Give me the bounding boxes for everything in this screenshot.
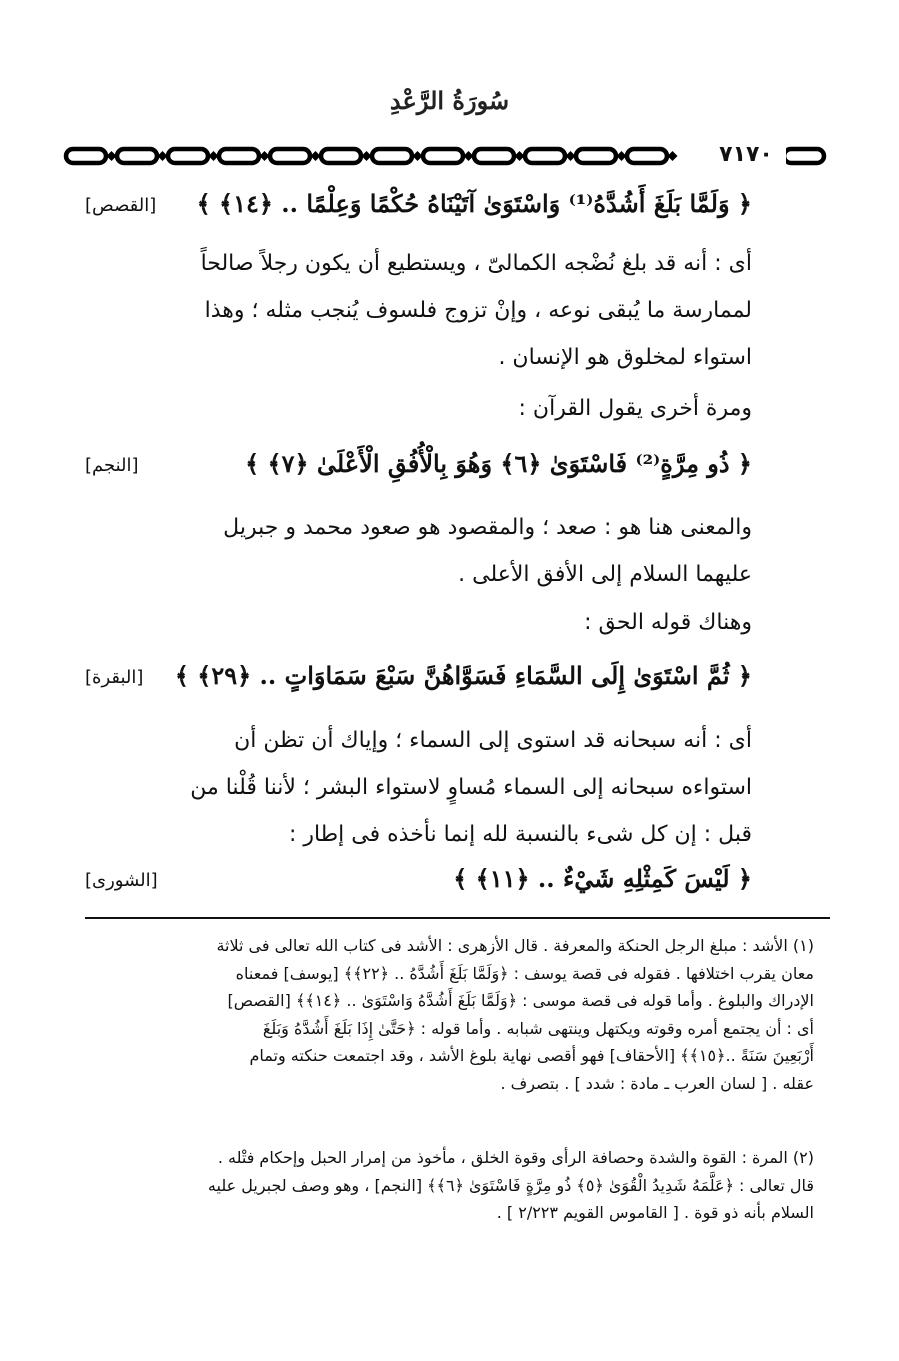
verse-text: ﴿ وَلَمَّا بَلَغَ أَشُدَّهُ⁽¹⁾ وَاسْتَوَىٰ آتَيْنَاهُ حُكْمًا وَعِلْمًا .. ﴿١٤﴾ ﴾ xyxy=(196,189,752,218)
footnote-line: معان يقرب اختلافها . فقوله فى قصة يوسف : ﴿وَلَمَّا بَلَغَ أَشُدَّهُ .. ﴿٢٢﴾﴾ [يوسف] فمعناه xyxy=(235,963,814,983)
surah-reference: [الشورى] xyxy=(85,870,158,891)
paragraph-1 xyxy=(85,240,752,381)
quran-verse-baqara xyxy=(85,661,752,701)
chain-diamond xyxy=(413,151,423,161)
paragraph-line: عليهما السلام إلى الأفق الأعلى . xyxy=(458,562,752,587)
paragraph-line: لممارسة ما يُبقى نوعه ، وإنْ تزوج فلسوف يُنجب مثله ؛ وهذا xyxy=(204,298,752,323)
footnote-line: أَرْبَعِينَ سَنَةً ..﴿١٥﴾﴾ [الأحقاف] فهو أقصى نهاية بلوغ الأشد ، وقد اجتمعت حنكته وتمام xyxy=(249,1046,814,1065)
chain-diamond xyxy=(464,151,474,161)
quran-verse-najm xyxy=(85,449,752,489)
paragraph-3 xyxy=(85,717,752,858)
page-number: ٧١٧٠ xyxy=(706,142,786,167)
paragraph-line: استواء لمخلوق هو الإنسان . xyxy=(498,345,752,370)
chain-diamond xyxy=(362,151,372,161)
footnote-line: (٢) المرة : القوة والشدة وحصافة الرأى وقوة الخلق ، مأخوذ من إمرار الحبل وإحكام فتْله . xyxy=(217,1148,814,1167)
chain-link xyxy=(423,149,463,163)
chain-link xyxy=(525,149,565,163)
intro-line: ومرة أخرى يقول القرآن : xyxy=(518,396,752,421)
chain-link xyxy=(321,149,361,163)
quran-verse-qasas xyxy=(85,189,752,229)
paragraph-line: أى : أنه قد بلغ نُضْجه الكمالىّ ، ويستطيع أن يكون رجلاً صالحاً xyxy=(200,251,752,276)
chain-link xyxy=(219,149,259,163)
footnote-divider xyxy=(85,917,830,919)
footnote-line: عقله . [ لسان العرب ـ مادة : شدد ] . بتصرف . xyxy=(500,1073,814,1093)
footnote-line: السلام بأنه ذو قوة . [ القاموس القويم ٢/٢٢٣ ] . xyxy=(496,1203,814,1222)
chain-link xyxy=(270,149,310,163)
paragraph-line: والمعنى هنا هو : صعد ؛ والمقصود هو صعود محمد و جبريل xyxy=(223,515,752,540)
footnote-line: قال تعالى : ﴿عَلَّمَهُ شَدِيدُ الْقُوَىٰ ﴿٥﴾ ذُو مِرَّةٍ فَاسْتَوَىٰ ﴿٦﴾﴾ [النجم] ، وهو وصف لجبريل عليه xyxy=(207,1175,814,1195)
chain-link xyxy=(372,149,412,163)
quran-verse-shura xyxy=(85,864,752,904)
chain-link xyxy=(576,149,616,163)
paragraph-2 xyxy=(85,504,752,598)
intro-line: وهناك قوله الحق : xyxy=(584,610,752,635)
chain-link xyxy=(168,149,208,163)
verse-text: ﴿ ذُو مِرَّةٍ⁽²⁾ فَاسْتَوَىٰ ﴿٦﴾ وَهُوَ بِالْأُفُقِ الْأَعْلَىٰ ﴿٧﴾ ﴾ xyxy=(245,449,752,478)
chain-link xyxy=(474,149,514,163)
chain-diamond xyxy=(617,151,627,161)
chain-diamond xyxy=(260,151,270,161)
chain-link xyxy=(627,149,667,163)
footnote-line: الإدراك والبلوغ . وأما قوله فى قصة موسى : ﴿وَلَمَّا بَلَغَ أَشُدَّهُ وَاسْتَوَىٰ .. ﴿١٤﴾﴾ [القصص] xyxy=(227,991,814,1010)
surah-reference: [القصص] xyxy=(85,195,157,216)
chain-diamond xyxy=(209,151,219,161)
verse-text: ﴿ ثُمَّ اسْتَوَىٰ إِلَى السَّمَاءِ فَسَوَّاهُنَّ سَبْعَ سَمَاوَاتٍ .. ﴿٢٩﴾ ﴾ xyxy=(174,661,752,690)
footnote-line: أى : أن يجتمع أمره وقوته ويكتهل وينتهى شبابه . وأما قوله : ﴿حَتَّىٰ إِذَا بَلَغَ أَشُدَّهُ وَبَلَغَ xyxy=(262,1018,814,1038)
footnote-1 xyxy=(85,932,814,1097)
footnote-line: (١) الأشد : مبلغ الرجل الحنكة والمعرفة . قال الأزهرى : الأشد فى كتاب الله تعالى فى ثلاثة xyxy=(216,936,814,955)
surah-reference: [النجم] xyxy=(85,455,139,476)
chain-diamond xyxy=(158,151,168,161)
surah-title: سُورَةُ الرَّعْدِ xyxy=(389,86,510,115)
paragraph-line: استواءه سبحانه إلى السماء مُساوٍ لاستواء البشر ؛ لأننا قُلْنا من xyxy=(190,775,752,800)
surah-reference: [البقرة] xyxy=(85,667,144,688)
paragraph-line: أى : أنه سبحانه قد استوى إلى السماء ؛ وإياك أن تظن أن xyxy=(234,728,752,753)
chain-diamond xyxy=(515,151,525,161)
chain-link xyxy=(66,149,106,163)
verse-text: ﴿ لَيْسَ كَمِثْلِهِ شَيْءٌ .. ﴿١١﴾ ﴾ xyxy=(453,864,752,893)
chain-diamond xyxy=(566,151,576,161)
chain-link xyxy=(117,149,157,163)
chain-diamond xyxy=(668,151,678,161)
chain-diamond xyxy=(107,151,117,161)
chain-diamond xyxy=(311,151,321,161)
paragraph-line: قبل : إن كل شىء بالنسبة لله إنما نأخذه فى إطار : xyxy=(288,822,752,847)
chain-link xyxy=(784,149,824,163)
footnote-2 xyxy=(85,1144,814,1227)
